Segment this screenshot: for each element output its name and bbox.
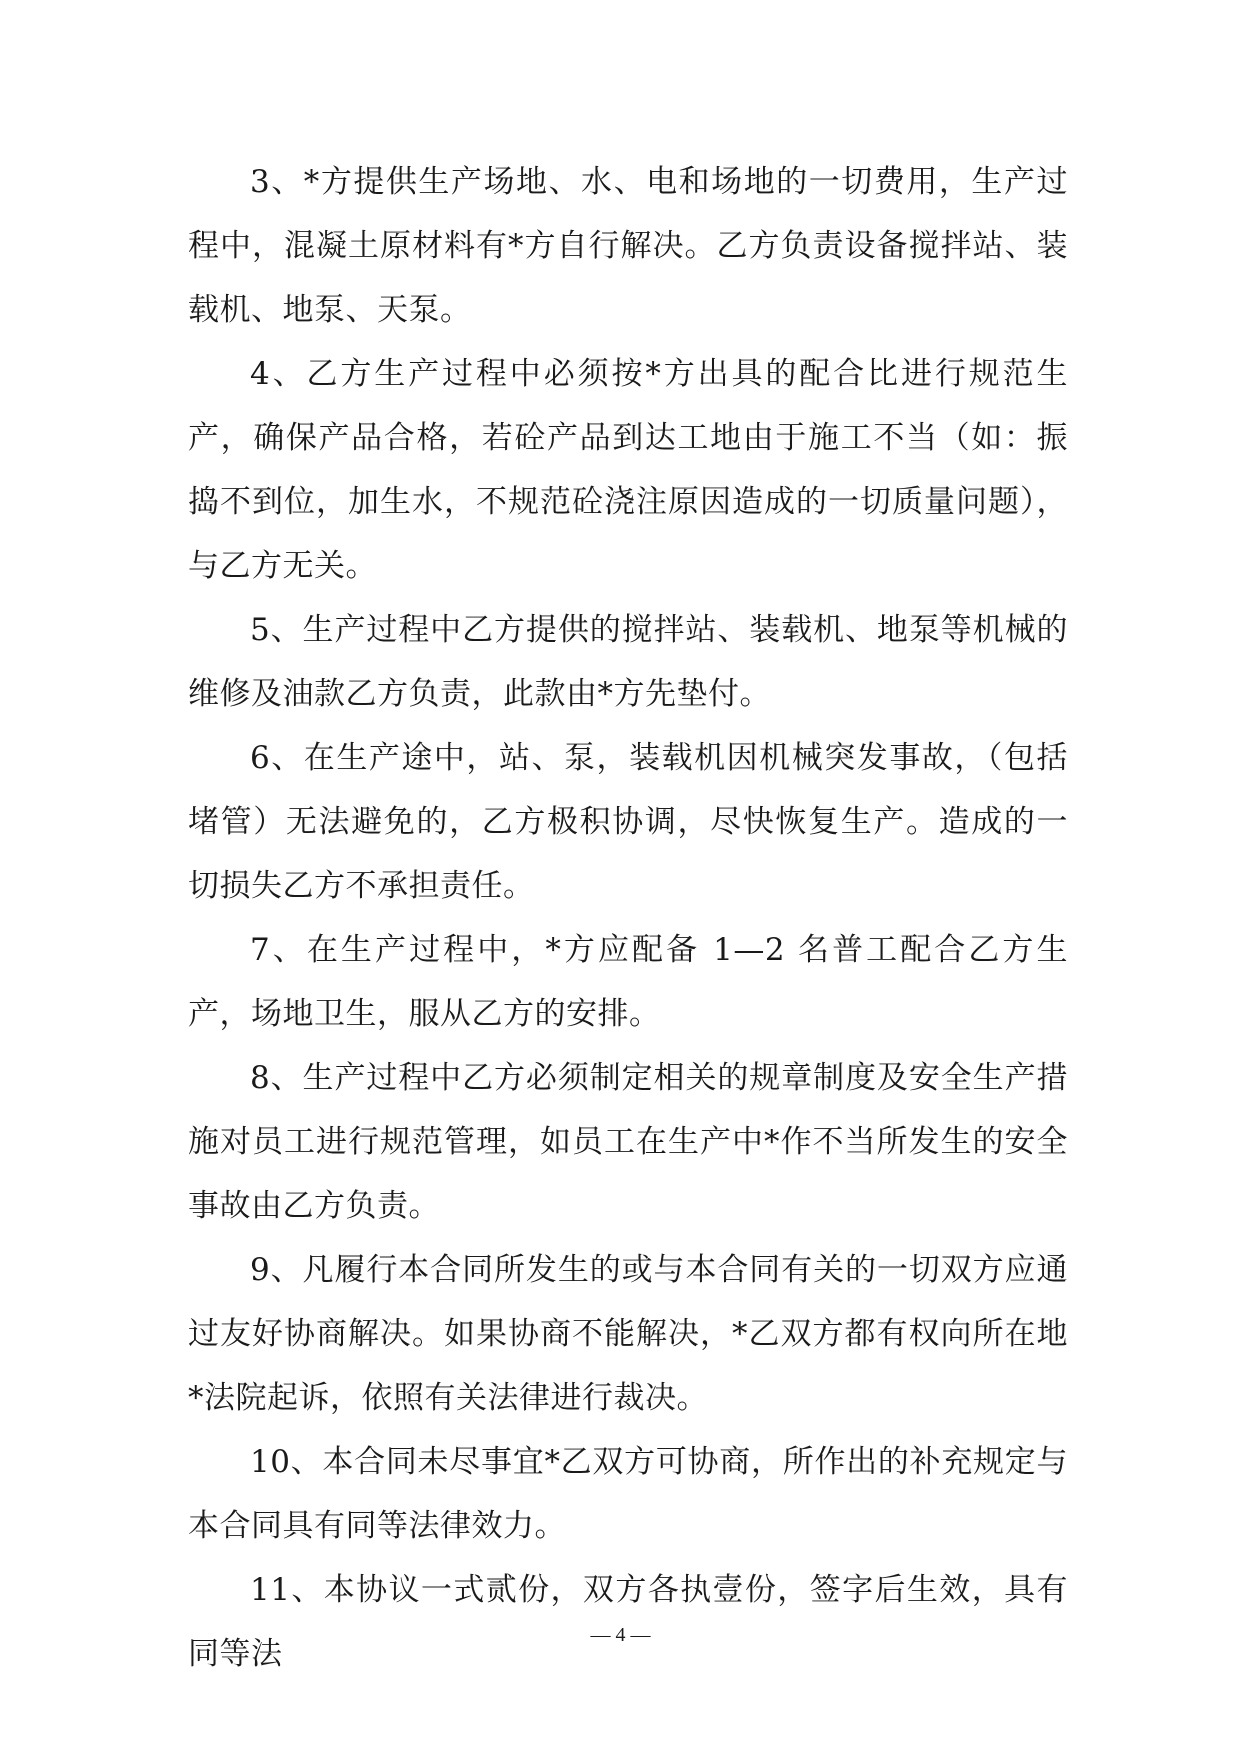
clause-7: 7、在生产过程中，*方应配备 1—2 名普工配合乙方生产，场地卫生，服从乙方的安排。	[188, 932, 1068, 1032]
clause-5: 5、生产过程中乙方提供的搅拌站、装载机、地泵等机械的维修及油款乙方负责，此款由*方先垫付。	[188, 612, 1068, 712]
clause-6: 6、在生产途中，站、泵，装载机因机械突发事故，（包括堵管）无法避免的，乙方极积协调，尽快恢复生产。造成的一切损失乙方不承担责任。	[188, 740, 1068, 904]
clause-11: 11、本协议一式贰份，双方各执壹份，签字后生效，具有同等法	[188, 1572, 1068, 1672]
clause-10: 10、本合同未尽事宜*乙双方可协商，所作出的补充规定与本合同具有同等法律效力。	[188, 1444, 1068, 1544]
clause-9: 9、凡履行本合同所发生的或与本合同有关的一切双方应通过友好协商解决。如果协商不能解决，*乙双方都有权向所在地*法院起诉，依照有关法律进行裁决。	[188, 1252, 1068, 1416]
clause-8: 8、生产过程中乙方必须制定相关的规章制度及安全生产措施对员工进行规范管理，如员工在生产中*作不当所发生的安全事故由乙方负责。	[188, 1060, 1068, 1224]
clause-3: 3、*方提供生产场地、水、电和场地的一切费用，生产过程中，混凝土原材料有*方自行解决。乙方负责设备搅拌站、装载机、地泵、天泵。	[188, 164, 1068, 328]
document-body	[188, 150, 1068, 1686]
clause-4: 4、乙方生产过程中必须按*方出具的配合比进行规范生产，确保产品合格，若砼产品到达工地由于施工不当（如：振捣不到位，加生水，不规范砼浇注原因造成的一切质量问题），与乙方无关。	[188, 356, 1068, 584]
page-number: — 4 —	[590, 1624, 651, 1646]
